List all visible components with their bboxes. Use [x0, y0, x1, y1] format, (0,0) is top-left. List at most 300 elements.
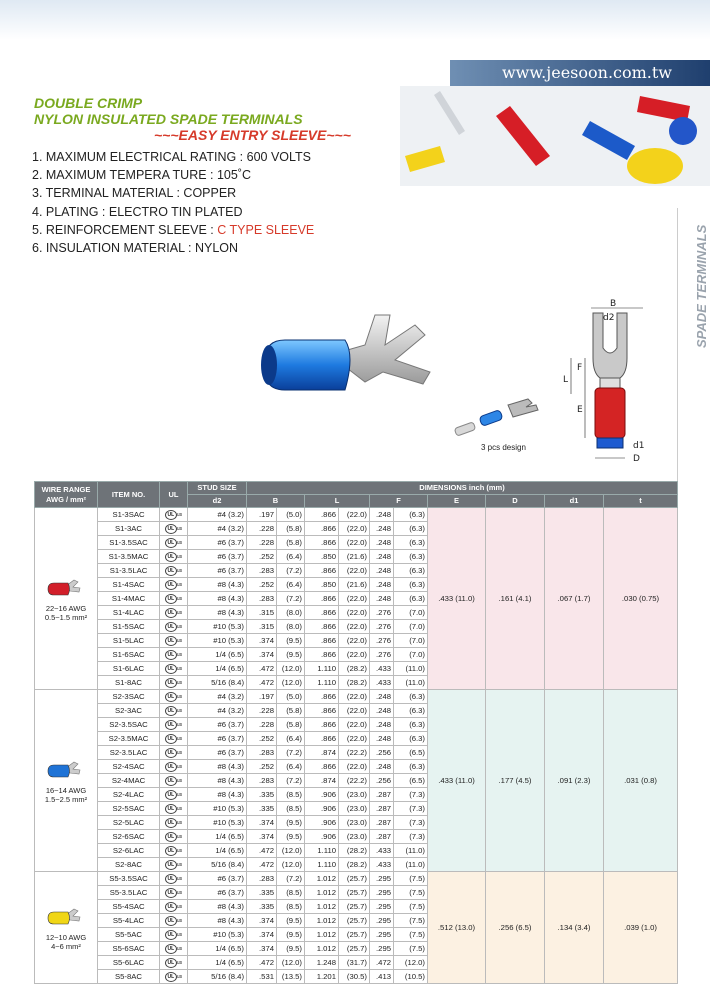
ul-mark-cell	[160, 844, 188, 858]
ul-listed-icon: UL	[165, 510, 177, 520]
f-mm-cell: (6.5)	[394, 774, 428, 788]
t-cell: .031 (0.8)	[604, 690, 678, 872]
f-mm-cell: (7.5)	[394, 914, 428, 928]
stud-size-cell: #6 (3.7)	[188, 886, 247, 900]
spade-terminal-illustration	[255, 300, 445, 420]
stud-size-cell: #10 (5.3)	[188, 802, 247, 816]
header-l: L	[305, 495, 370, 508]
f-mm-cell: (7.0)	[394, 620, 428, 634]
stud-size-cell: #8 (4.3)	[188, 774, 247, 788]
ul-listed-icon: UL	[165, 524, 177, 534]
b-mm-cell: (9.5)	[277, 830, 305, 844]
ul-listed-icon: UL	[165, 902, 177, 912]
b-inch-cell: .228	[247, 704, 277, 718]
ul-us-suffix: us	[176, 974, 183, 980]
stud-size-cell: 1/4 (6.5)	[188, 844, 247, 858]
spec-list	[32, 148, 314, 257]
ul-us-suffix: us	[176, 638, 183, 644]
f-inch-cell: .287	[370, 830, 394, 844]
dim-label-d: D	[633, 454, 640, 464]
f-mm-cell: (11.0)	[394, 676, 428, 690]
ul-us-suffix: us	[176, 764, 183, 770]
l-mm-cell: (22.0)	[339, 704, 370, 718]
b-mm-cell: (6.4)	[277, 760, 305, 774]
b-inch-cell: .374	[247, 648, 277, 662]
ul-listed-icon: UL	[165, 748, 177, 758]
ul-us-suffix: us	[176, 624, 183, 630]
stud-size-cell: #8 (4.3)	[188, 900, 247, 914]
stud-size-cell: #6 (3.7)	[188, 872, 247, 886]
ul-us-suffix: us	[176, 806, 183, 812]
ul-mark-cell	[160, 732, 188, 746]
b-inch-cell: .228	[247, 536, 277, 550]
l-mm-cell: (28.2)	[339, 662, 370, 676]
item-no-cell: S1-3.5MAC	[98, 550, 160, 564]
ul-us-suffix: us	[176, 932, 183, 938]
e-cell: .512 (13.0)	[428, 872, 486, 984]
f-mm-cell: (6.3)	[394, 732, 428, 746]
ul-mark-cell	[160, 886, 188, 900]
b-mm-cell: (5.8)	[277, 522, 305, 536]
l-inch-cell: .906	[305, 830, 339, 844]
ul-mark-cell	[160, 704, 188, 718]
l-inch-cell: 1.110	[305, 662, 339, 676]
ul-mark-cell	[160, 592, 188, 606]
spec-item	[32, 221, 314, 239]
item-no-cell: S1-8AC	[98, 676, 160, 690]
table-body	[35, 508, 678, 984]
header-d: D	[486, 495, 545, 508]
b-mm-cell: (12.0)	[277, 844, 305, 858]
b-inch-cell: .374	[247, 914, 277, 928]
ul-us-suffix: us	[176, 554, 183, 560]
b-mm-cell: (8.5)	[277, 900, 305, 914]
ul-us-suffix: us	[176, 722, 183, 728]
f-mm-cell: (7.3)	[394, 802, 428, 816]
b-inch-cell: .472	[247, 956, 277, 970]
stud-size-cell: #6 (3.7)	[188, 536, 247, 550]
ul-mark-cell	[160, 564, 188, 578]
spec-label: 3. TERMINAL MATERIAL : COPPER	[32, 186, 237, 201]
ul-us-suffix: us	[176, 876, 183, 882]
ul-mark-cell	[160, 690, 188, 704]
stud-size-cell: 1/4 (6.5)	[188, 956, 247, 970]
stud-size-cell: #6 (3.7)	[188, 564, 247, 578]
l-inch-cell: 1.110	[305, 844, 339, 858]
ul-us-suffix: us	[176, 526, 183, 532]
f-inch-cell: .256	[370, 746, 394, 760]
stud-size-cell: #8 (4.3)	[188, 914, 247, 928]
l-mm-cell: (23.0)	[339, 802, 370, 816]
b-inch-cell: .315	[247, 606, 277, 620]
l-inch-cell: 1.012	[305, 872, 339, 886]
ul-us-suffix: us	[176, 778, 183, 784]
ul-listed-icon: UL	[165, 972, 177, 982]
item-no-cell: S1-5SAC	[98, 620, 160, 634]
b-mm-cell: (13.5)	[277, 970, 305, 984]
ul-listed-icon: UL	[165, 622, 177, 632]
l-mm-cell: (31.7)	[339, 956, 370, 970]
b-inch-cell: .472	[247, 662, 277, 676]
l-inch-cell: .866	[305, 690, 339, 704]
item-no-cell: S2-4SAC	[98, 760, 160, 774]
l-mm-cell: (22.0)	[339, 564, 370, 578]
l-inch-cell: .866	[305, 522, 339, 536]
l-mm-cell: (22.0)	[339, 648, 370, 662]
ul-us-suffix: us	[176, 960, 183, 966]
l-inch-cell: .850	[305, 550, 339, 564]
l-inch-cell: .866	[305, 564, 339, 578]
l-mm-cell: (25.7)	[339, 914, 370, 928]
f-inch-cell: .248	[370, 592, 394, 606]
ul-us-suffix: us	[176, 596, 183, 602]
b-inch-cell: .472	[247, 676, 277, 690]
ul-listed-icon: UL	[165, 804, 177, 814]
ul-listed-icon: UL	[165, 636, 177, 646]
item-no-cell: S2-6SAC	[98, 830, 160, 844]
terminal-thumbnail	[44, 758, 88, 784]
b-mm-cell: (9.5)	[277, 816, 305, 830]
l-mm-cell: (23.0)	[339, 788, 370, 802]
f-mm-cell: (6.3)	[394, 760, 428, 774]
t-cell: .039 (1.0)	[604, 872, 678, 984]
l-inch-cell: 1.012	[305, 928, 339, 942]
ul-listed-icon: UL	[165, 860, 177, 870]
l-inch-cell: 1.012	[305, 942, 339, 956]
l-inch-cell: .866	[305, 508, 339, 522]
ul-listed-icon: UL	[165, 608, 177, 618]
l-inch-cell: .866	[305, 536, 339, 550]
header-d2: d2	[188, 495, 247, 508]
b-mm-cell: (12.0)	[277, 662, 305, 676]
ul-us-suffix: us	[176, 568, 183, 574]
ul-listed-icon: UL	[165, 944, 177, 954]
f-mm-cell: (7.5)	[394, 928, 428, 942]
l-mm-cell: (22.0)	[339, 592, 370, 606]
l-inch-cell: .874	[305, 774, 339, 788]
d1-cell: .134 (3.4)	[545, 872, 604, 984]
f-inch-cell: .287	[370, 788, 394, 802]
title-line-1: DOUBLE CRIMP	[34, 95, 143, 111]
b-mm-cell: (7.2)	[277, 774, 305, 788]
terminal-thumbnail	[44, 576, 88, 602]
b-mm-cell: (6.4)	[277, 732, 305, 746]
ul-mark-cell	[160, 858, 188, 872]
f-inch-cell: .276	[370, 634, 394, 648]
b-inch-cell: .197	[247, 508, 277, 522]
ul-mark-cell	[160, 816, 188, 830]
spec-label: 1. MAXIMUM ELECTRICAL RATING : 600 VOLTS	[32, 150, 311, 164]
item-no-cell: S1-3.5SAC	[98, 536, 160, 550]
b-mm-cell: (8.5)	[277, 788, 305, 802]
f-mm-cell: (7.0)	[394, 606, 428, 620]
item-no-cell: S5-3.5LAC	[98, 886, 160, 900]
b-mm-cell: (5.8)	[277, 704, 305, 718]
b-inch-cell: .335	[247, 900, 277, 914]
f-inch-cell: .248	[370, 760, 394, 774]
stud-size-cell: #4 (3.2)	[188, 690, 247, 704]
dim-label-f: F	[577, 363, 583, 373]
b-mm-cell: (9.5)	[277, 648, 305, 662]
f-inch-cell: .295	[370, 928, 394, 942]
f-inch-cell: .276	[370, 648, 394, 662]
b-mm-cell: (9.5)	[277, 634, 305, 648]
f-mm-cell: (6.3)	[394, 536, 428, 550]
b-inch-cell: .283	[247, 592, 277, 606]
b-inch-cell: .252	[247, 578, 277, 592]
ul-listed-icon: UL	[165, 846, 177, 856]
f-inch-cell: .276	[370, 606, 394, 620]
wire-awg: 12~10 AWG	[45, 932, 87, 942]
item-no-cell: S2-3AC	[98, 704, 160, 718]
ul-mark-cell	[160, 550, 188, 564]
ul-mark-cell	[160, 606, 188, 620]
table-row	[35, 508, 678, 522]
item-no-cell: S5-4LAC	[98, 914, 160, 928]
l-inch-cell: .866	[305, 732, 339, 746]
ul-listed-icon: UL	[165, 580, 177, 590]
b-inch-cell: .472	[247, 858, 277, 872]
b-mm-cell: (12.0)	[277, 858, 305, 872]
ul-mark-cell	[160, 942, 188, 956]
f-inch-cell: .248	[370, 522, 394, 536]
wire-range-cell	[35, 872, 98, 984]
b-mm-cell: (7.2)	[277, 564, 305, 578]
f-mm-cell: (6.3)	[394, 578, 428, 592]
ul-mark-cell	[160, 522, 188, 536]
b-inch-cell: .374	[247, 942, 277, 956]
ul-listed-icon: UL	[165, 594, 177, 604]
item-no-cell: S2-4LAC	[98, 788, 160, 802]
f-mm-cell: (6.3)	[394, 592, 428, 606]
stud-size-cell: 1/4 (6.5)	[188, 662, 247, 676]
f-inch-cell: .248	[370, 508, 394, 522]
d-cell: .256 (6.5)	[486, 872, 545, 984]
l-mm-cell: (22.0)	[339, 760, 370, 774]
website-url-banner[interactable]: www.jeesoon.com.tw	[450, 60, 710, 86]
table-header	[35, 482, 678, 508]
b-inch-cell: .531	[247, 970, 277, 984]
ul-mark-cell	[160, 508, 188, 522]
wire-awg: 16~14 AWG	[45, 785, 87, 795]
e-cell: .433 (11.0)	[428, 508, 486, 690]
l-mm-cell: (25.7)	[339, 942, 370, 956]
f-inch-cell: .248	[370, 564, 394, 578]
l-inch-cell: .906	[305, 788, 339, 802]
l-mm-cell: (28.2)	[339, 676, 370, 690]
wire-range-cell	[35, 690, 98, 872]
ul-us-suffix: us	[176, 610, 183, 616]
ul-listed-icon: UL	[165, 832, 177, 842]
f-inch-cell: .295	[370, 942, 394, 956]
dim-label-l: L	[563, 375, 569, 385]
spec-label: 4. PLATING : ELECTRO TIN PLATED	[32, 204, 243, 219]
ul-us-suffix: us	[176, 918, 183, 924]
b-mm-cell: (5.0)	[277, 690, 305, 704]
spec-highlight: C TYPE SLEEVE	[217, 222, 315, 237]
ul-mark-cell	[160, 662, 188, 676]
ul-us-suffix: us	[176, 890, 183, 896]
b-mm-cell: (6.4)	[277, 578, 305, 592]
l-mm-cell: (22.0)	[339, 606, 370, 620]
ul-listed-icon: UL	[165, 888, 177, 898]
item-no-cell: S2-3.5SAC	[98, 718, 160, 732]
ul-listed-icon: UL	[165, 552, 177, 562]
t-cell: .030 (0.75)	[604, 508, 678, 690]
f-mm-cell: (7.3)	[394, 816, 428, 830]
item-no-cell: S5-3.5SAC	[98, 872, 160, 886]
f-inch-cell: .287	[370, 802, 394, 816]
f-inch-cell: .248	[370, 704, 394, 718]
stud-size-cell: #4 (3.2)	[188, 522, 247, 536]
l-inch-cell: .866	[305, 718, 339, 732]
b-mm-cell: (9.5)	[277, 914, 305, 928]
b-mm-cell: (7.2)	[277, 746, 305, 760]
f-mm-cell: (7.3)	[394, 788, 428, 802]
f-inch-cell: .295	[370, 900, 394, 914]
b-inch-cell: .197	[247, 690, 277, 704]
ul-us-suffix: us	[176, 834, 183, 840]
top-fade-band	[0, 0, 710, 40]
ul-listed-icon: UL	[165, 776, 177, 786]
b-inch-cell: .315	[247, 620, 277, 634]
ul-us-suffix: us	[176, 680, 183, 686]
b-inch-cell: .374	[247, 816, 277, 830]
item-no-cell: S2-5LAC	[98, 816, 160, 830]
f-inch-cell: .433	[370, 858, 394, 872]
photo-spade-yellow-2	[627, 148, 683, 184]
f-inch-cell: .248	[370, 690, 394, 704]
f-inch-cell: .256	[370, 774, 394, 788]
l-mm-cell: (22.0)	[339, 508, 370, 522]
d-cell: .177 (4.5)	[486, 690, 545, 872]
l-mm-cell: (22.0)	[339, 620, 370, 634]
ul-us-suffix: us	[176, 904, 183, 910]
stud-size-cell: #10 (5.3)	[188, 928, 247, 942]
l-mm-cell: (21.6)	[339, 550, 370, 564]
spec-label: 5. REINFORCEMENT SLEEVE :	[32, 222, 218, 237]
dim-label-e: E	[577, 405, 583, 415]
l-mm-cell: (30.5)	[339, 970, 370, 984]
three-piece-design-illustration	[450, 395, 550, 445]
table-row	[35, 872, 678, 886]
stud-size-cell: #8 (4.3)	[188, 606, 247, 620]
side-category-label	[680, 208, 709, 348]
l-mm-cell: (25.7)	[339, 886, 370, 900]
d1-cell: .091 (2.3)	[545, 690, 604, 872]
wire-range-cell	[35, 508, 98, 690]
ul-mark-cell	[160, 536, 188, 550]
three-piece-caption: 3 pcs design	[481, 443, 526, 452]
f-mm-cell: (6.3)	[394, 704, 428, 718]
l-mm-cell: (22.0)	[339, 536, 370, 550]
f-inch-cell: .433	[370, 844, 394, 858]
photo-spade-blue-2	[669, 117, 697, 145]
l-mm-cell: (22.0)	[339, 718, 370, 732]
e-cell: .433 (11.0)	[428, 690, 486, 872]
dimension-diagram	[555, 298, 665, 473]
f-inch-cell: .295	[370, 872, 394, 886]
l-inch-cell: .866	[305, 760, 339, 774]
ul-listed-icon: UL	[165, 958, 177, 968]
ul-listed-icon: UL	[165, 720, 177, 730]
b-inch-cell: .335	[247, 802, 277, 816]
product-title	[34, 95, 351, 143]
f-inch-cell: .276	[370, 620, 394, 634]
b-mm-cell: (9.5)	[277, 942, 305, 956]
b-mm-cell: (8.0)	[277, 606, 305, 620]
l-inch-cell: 1.012	[305, 886, 339, 900]
title-line-2: NYLON INSULATED SPADE TERMINALS	[34, 111, 303, 127]
f-mm-cell: (6.3)	[394, 522, 428, 536]
spec-label: 6. INSULATION MATERIAL : NYLON	[32, 241, 239, 256]
ul-us-suffix: us	[176, 540, 183, 546]
l-inch-cell: .866	[305, 606, 339, 620]
ul-us-suffix: us	[176, 820, 183, 826]
l-inch-cell: .906	[305, 816, 339, 830]
stud-size-cell: #6 (3.7)	[188, 732, 247, 746]
ul-mark-cell	[160, 578, 188, 592]
f-mm-cell: (7.5)	[394, 900, 428, 914]
title-line-3: ~~~EASY ENTRY SLEEVE~~~	[154, 127, 351, 143]
f-inch-cell: .433	[370, 676, 394, 690]
l-inch-cell: .866	[305, 634, 339, 648]
l-mm-cell: (25.7)	[339, 928, 370, 942]
ul-listed-icon: UL	[165, 818, 177, 828]
b-inch-cell: .252	[247, 550, 277, 564]
item-no-cell: S5-5AC	[98, 928, 160, 942]
l-inch-cell: .906	[305, 802, 339, 816]
ul-us-suffix: us	[176, 736, 183, 742]
ul-listed-icon: UL	[165, 692, 177, 702]
item-no-cell: S1-3.5LAC	[98, 564, 160, 578]
item-no-cell: S1-4LAC	[98, 606, 160, 620]
ul-mark-cell	[160, 620, 188, 634]
d1-cell: .067 (1.7)	[545, 508, 604, 690]
item-no-cell: S1-4MAC	[98, 592, 160, 606]
l-mm-cell: (28.2)	[339, 858, 370, 872]
b-inch-cell: .335	[247, 788, 277, 802]
l-mm-cell: (22.2)	[339, 746, 370, 760]
item-no-cell: S1-5LAC	[98, 634, 160, 648]
f-mm-cell: (7.5)	[394, 886, 428, 900]
header-wire-range: WIRE RANGE AWG / mm²	[35, 482, 98, 508]
ul-mark-cell	[160, 634, 188, 648]
l-inch-cell: .866	[305, 648, 339, 662]
b-mm-cell: (6.4)	[277, 550, 305, 564]
header-dimensions: DIMENSIONS inch (mm)	[247, 482, 678, 495]
stud-size-cell: #6 (3.7)	[188, 718, 247, 732]
f-mm-cell: (11.0)	[394, 662, 428, 676]
item-no-cell: S2-6LAC	[98, 844, 160, 858]
f-mm-cell: (7.5)	[394, 872, 428, 886]
l-inch-cell: .866	[305, 704, 339, 718]
b-inch-cell: .283	[247, 774, 277, 788]
f-inch-cell: .433	[370, 662, 394, 676]
f-mm-cell: (6.3)	[394, 550, 428, 564]
l-inch-cell: .874	[305, 746, 339, 760]
stud-size-cell: 5/16 (8.4)	[188, 858, 247, 872]
item-no-cell: S1-6LAC	[98, 662, 160, 676]
l-mm-cell: (25.7)	[339, 900, 370, 914]
wire-mm: 4~6 mm²	[51, 941, 81, 951]
l-inch-cell: 1.201	[305, 970, 339, 984]
f-inch-cell: .248	[370, 536, 394, 550]
f-inch-cell: .248	[370, 732, 394, 746]
ul-us-suffix: us	[176, 666, 183, 672]
l-mm-cell: (21.6)	[339, 578, 370, 592]
ul-listed-icon: UL	[165, 706, 177, 716]
